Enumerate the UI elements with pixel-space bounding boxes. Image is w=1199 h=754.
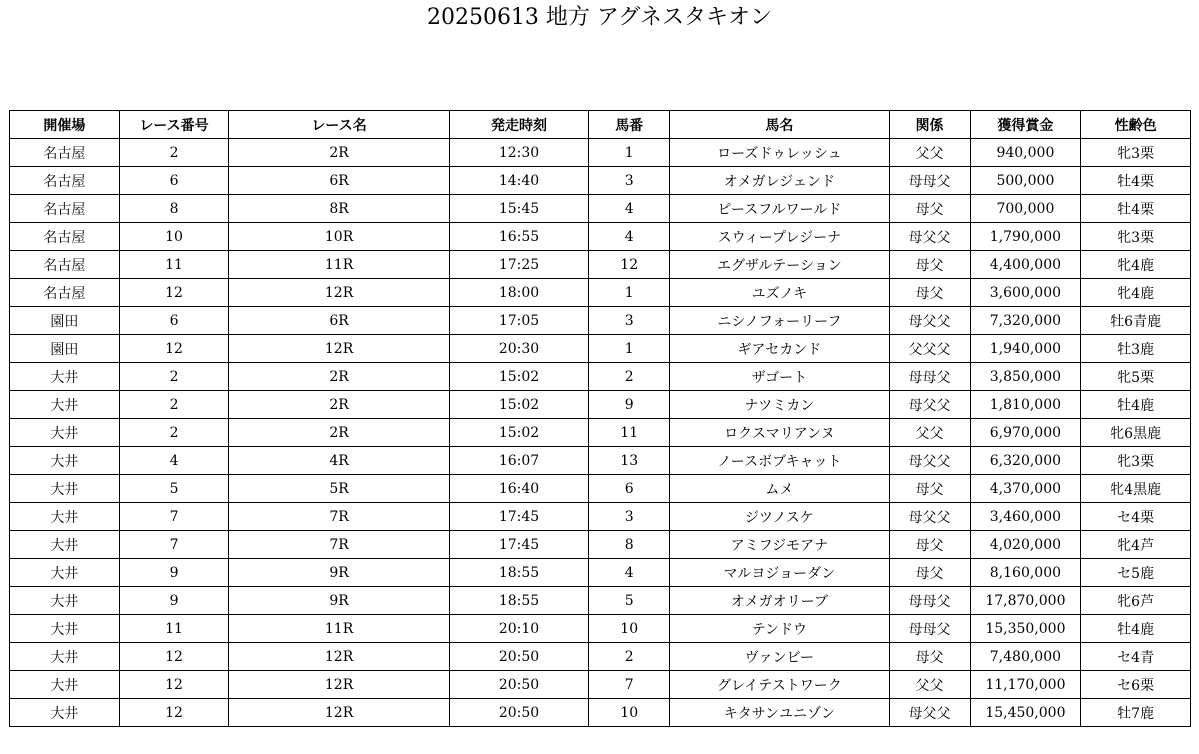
cell-venue: 大井 [10,475,120,503]
cell-horse-name: スウィープレジーナ [670,223,889,251]
table-row [10,699,1191,727]
cell-race-name: 2R [229,139,449,167]
cell-venue: 名古屋 [10,195,120,223]
cell-horse-number: 2 [589,363,670,391]
table-row [10,279,1191,307]
cell-horse-name: ピースフルワールド [670,195,889,223]
cell-relation: 母父父 [889,699,970,727]
cell-venue: 名古屋 [10,251,120,279]
cell-horse-number: 3 [589,167,670,195]
table-row [10,223,1191,251]
cell-race-number: 10 [119,223,229,251]
cell-post-time: 15:02 [449,363,588,391]
cell-horse-name: オメガオリーブ [670,587,889,615]
cell-race-name: 6R [229,307,449,335]
cell-race-number: 2 [119,139,229,167]
cell-race-number: 12 [119,279,229,307]
cell-sex-age-color: 牝5栗 [1081,363,1191,391]
cell-horse-name: オメガレジェンド [670,167,889,195]
table-row [10,251,1191,279]
cell-venue: 名古屋 [10,279,120,307]
cell-horse-number: 8 [589,531,670,559]
cell-venue: 大井 [10,503,120,531]
cell-sex-age-color: 牝3栗 [1081,223,1191,251]
cell-venue: 名古屋 [10,167,120,195]
cell-post-time: 18:55 [449,559,588,587]
cell-race-name: 4R [229,447,449,475]
cell-sex-age-color: 牡3鹿 [1081,335,1191,363]
cell-sex-age-color: 牡4鹿 [1081,615,1191,643]
cell-race-number: 4 [119,447,229,475]
header-prize-money: 獲得賞金 [970,111,1081,139]
cell-prize-money: 17,870,000 [970,587,1081,615]
cell-post-time: 17:45 [449,503,588,531]
cell-sex-age-color: セ4栗 [1081,503,1191,531]
cell-venue: 大井 [10,671,120,699]
cell-race-number: 7 [119,531,229,559]
cell-prize-money: 11,170,000 [970,671,1081,699]
cell-prize-money: 4,400,000 [970,251,1081,279]
cell-race-number: 12 [119,335,229,363]
cell-prize-money: 1,790,000 [970,223,1081,251]
cell-race-name: 2R [229,419,449,447]
cell-post-time: 17:05 [449,307,588,335]
cell-relation: 母父父 [889,503,970,531]
cell-horse-name: ナツミカン [670,391,889,419]
cell-prize-money: 4,020,000 [970,531,1081,559]
cell-prize-money: 3,850,000 [970,363,1081,391]
table-row [10,307,1191,335]
cell-venue: 園田 [10,307,120,335]
cell-race-number: 11 [119,251,229,279]
cell-horse-name: ノースボブキャット [670,447,889,475]
cell-relation: 母母父 [889,363,970,391]
cell-sex-age-color: 牝4黒鹿 [1081,475,1191,503]
table-row [10,587,1191,615]
cell-relation: 母母父 [889,587,970,615]
cell-sex-age-color: 牝4鹿 [1081,251,1191,279]
table-row [10,475,1191,503]
page-title: 20250613 地方 アグネスタキオン [426,5,773,30]
cell-race-number: 12 [119,699,229,727]
cell-post-time: 15:02 [449,419,588,447]
cell-post-time: 15:45 [449,195,588,223]
cell-post-time: 20:10 [449,615,588,643]
cell-relation: 母父父 [889,391,970,419]
cell-prize-money: 4,370,000 [970,475,1081,503]
cell-relation: 母父 [889,475,970,503]
header-venue: 開催場 [10,111,120,139]
cell-race-name: 10R [229,223,449,251]
cell-prize-money: 700,000 [970,195,1081,223]
cell-prize-money: 6,320,000 [970,447,1081,475]
cell-post-time: 16:07 [449,447,588,475]
table-row [10,615,1191,643]
cell-race-number: 6 [119,307,229,335]
cell-horse-number: 4 [589,559,670,587]
cell-race-name: 7R [229,531,449,559]
cell-relation: 父父 [889,671,970,699]
cell-horse-name: ムメ [670,475,889,503]
cell-race-name: 11R [229,251,449,279]
cell-horse-name: ユズノキ [670,279,889,307]
race-results-table [9,110,1191,727]
cell-relation: 父父 [889,419,970,447]
cell-relation: 母父 [889,643,970,671]
cell-horse-number: 12 [589,251,670,279]
cell-venue: 大井 [10,419,120,447]
cell-race-number: 2 [119,363,229,391]
table-row [10,531,1191,559]
cell-relation: 母父 [889,251,970,279]
cell-horse-number: 7 [589,671,670,699]
cell-race-name: 12R [229,643,449,671]
cell-race-name: 2R [229,391,449,419]
cell-post-time: 18:00 [449,279,588,307]
cell-relation: 母父父 [889,223,970,251]
cell-race-number: 6 [119,167,229,195]
cell-prize-money: 15,350,000 [970,615,1081,643]
cell-venue: 大井 [10,391,120,419]
cell-sex-age-color: 牡4栗 [1081,195,1191,223]
cell-post-time: 16:55 [449,223,588,251]
table-row [10,419,1191,447]
cell-sex-age-color: 牝3栗 [1081,139,1191,167]
cell-horse-number: 9 [589,391,670,419]
cell-venue: 大井 [10,643,120,671]
cell-horse-number: 11 [589,419,670,447]
table-body [10,139,1191,727]
cell-race-name: 7R [229,503,449,531]
cell-race-number: 5 [119,475,229,503]
cell-sex-age-color: 牡7鹿 [1081,699,1191,727]
cell-relation: 母父父 [889,307,970,335]
cell-horse-name: アミフジモアナ [670,531,889,559]
cell-horse-number: 1 [589,279,670,307]
cell-horse-number: 3 [589,503,670,531]
cell-race-name: 11R [229,615,449,643]
cell-venue: 大井 [10,559,120,587]
cell-relation: 母父父 [889,447,970,475]
cell-relation: 母父 [889,195,970,223]
cell-horse-name: ヴァンビー [670,643,889,671]
cell-horse-name: ローズドゥレッシュ [670,139,889,167]
cell-horse-name: ジツノスケ [670,503,889,531]
cell-post-time: 16:40 [449,475,588,503]
cell-venue: 大井 [10,531,120,559]
cell-race-name: 9R [229,559,449,587]
cell-race-name: 2R [229,363,449,391]
cell-race-number: 2 [119,391,229,419]
cell-venue: 大井 [10,363,120,391]
cell-race-name: 12R [229,671,449,699]
cell-horse-number: 2 [589,643,670,671]
cell-post-time: 20:50 [449,671,588,699]
cell-relation: 父父父 [889,335,970,363]
cell-post-time: 15:02 [449,391,588,419]
cell-sex-age-color: セ6栗 [1081,671,1191,699]
cell-race-number: 7 [119,503,229,531]
cell-venue: 大井 [10,615,120,643]
table-row [10,335,1191,363]
cell-horse-name: ギアセカンド [670,335,889,363]
cell-prize-money: 6,970,000 [970,419,1081,447]
cell-race-name: 6R [229,167,449,195]
cell-post-time: 14:40 [449,167,588,195]
cell-race-name: 12R [229,699,449,727]
header-relation: 関係 [889,111,970,139]
cell-prize-money: 8,160,000 [970,559,1081,587]
header-horse-number: 馬番 [589,111,670,139]
cell-horse-number: 1 [589,335,670,363]
cell-prize-money: 3,600,000 [970,279,1081,307]
cell-prize-money: 1,810,000 [970,391,1081,419]
cell-horse-number: 6 [589,475,670,503]
table-row [10,447,1191,475]
cell-race-number: 9 [119,559,229,587]
header-sex-age-color: 性齢色 [1081,111,1191,139]
cell-horse-name: エグザルテーション [670,251,889,279]
cell-venue: 大井 [10,699,120,727]
cell-prize-money: 7,320,000 [970,307,1081,335]
cell-venue: 名古屋 [10,139,120,167]
cell-sex-age-color: 牝3栗 [1081,447,1191,475]
header-race-name: レース名 [229,111,449,139]
cell-sex-age-color: 牡6青鹿 [1081,307,1191,335]
cell-horse-name: キタサンユニゾン [670,699,889,727]
table-header-row [10,111,1191,139]
cell-prize-money: 15,450,000 [970,699,1081,727]
cell-race-number: 12 [119,643,229,671]
table-row [10,363,1191,391]
cell-prize-money: 1,940,000 [970,335,1081,363]
cell-horse-name: マルヨジョーダン [670,559,889,587]
cell-race-number: 9 [119,587,229,615]
cell-sex-age-color: 牡4栗 [1081,167,1191,195]
cell-prize-money: 940,000 [970,139,1081,167]
cell-venue: 名古屋 [10,223,120,251]
cell-horse-name: ザゴート [670,363,889,391]
cell-horse-name: ロクスマリアンヌ [670,419,889,447]
cell-post-time: 20:50 [449,643,588,671]
table-row [10,167,1191,195]
cell-sex-age-color: セ4青 [1081,643,1191,671]
cell-post-time: 17:25 [449,251,588,279]
cell-post-time: 18:55 [449,587,588,615]
cell-horse-number: 4 [589,195,670,223]
cell-post-time: 12:30 [449,139,588,167]
cell-horse-number: 10 [589,615,670,643]
cell-horse-number: 3 [589,307,670,335]
header-race-number: レース番号 [119,111,229,139]
cell-venue: 大井 [10,587,120,615]
cell-race-name: 12R [229,279,449,307]
cell-post-time: 17:45 [449,531,588,559]
cell-horse-number: 5 [589,587,670,615]
table-row [10,643,1191,671]
cell-race-number: 11 [119,615,229,643]
cell-race-name: 5R [229,475,449,503]
cell-sex-age-color: 牝6芦 [1081,587,1191,615]
cell-race-number: 8 [119,195,229,223]
table-row [10,195,1191,223]
header-horse-name: 馬名 [670,111,889,139]
cell-relation: 母母父 [889,615,970,643]
cell-horse-number: 13 [589,447,670,475]
cell-race-name: 12R [229,335,449,363]
cell-horse-name: テンドウ [670,615,889,643]
cell-race-number: 12 [119,671,229,699]
cell-sex-age-color: 牡4鹿 [1081,391,1191,419]
cell-relation: 父父 [889,139,970,167]
cell-venue: 園田 [10,335,120,363]
cell-relation: 母父 [889,279,970,307]
table-row [10,559,1191,587]
cell-sex-age-color: セ5鹿 [1081,559,1191,587]
cell-post-time: 20:50 [449,699,588,727]
cell-prize-money: 3,460,000 [970,503,1081,531]
cell-race-name: 9R [229,587,449,615]
header-post-time: 発走時刻 [449,111,588,139]
cell-prize-money: 500,000 [970,167,1081,195]
table-row [10,503,1191,531]
table-row [10,671,1191,699]
cell-post-time: 20:30 [449,335,588,363]
cell-horse-number: 4 [589,223,670,251]
table-row [10,139,1191,167]
cell-relation: 母父 [889,559,970,587]
cell-horse-name: ニシノフォーリーフ [670,307,889,335]
cell-sex-age-color: 牝6黒鹿 [1081,419,1191,447]
cell-horse-number: 10 [589,699,670,727]
cell-horse-name: グレイテストワーク [670,671,889,699]
cell-relation: 母父 [889,531,970,559]
cell-race-number: 2 [119,419,229,447]
cell-sex-age-color: 牝4芦 [1081,531,1191,559]
cell-relation: 母母父 [889,167,970,195]
cell-sex-age-color: 牝4鹿 [1081,279,1191,307]
cell-horse-number: 1 [589,139,670,167]
table-row [10,391,1191,419]
cell-prize-money: 7,480,000 [970,643,1081,671]
cell-venue: 大井 [10,447,120,475]
cell-race-name: 8R [229,195,449,223]
